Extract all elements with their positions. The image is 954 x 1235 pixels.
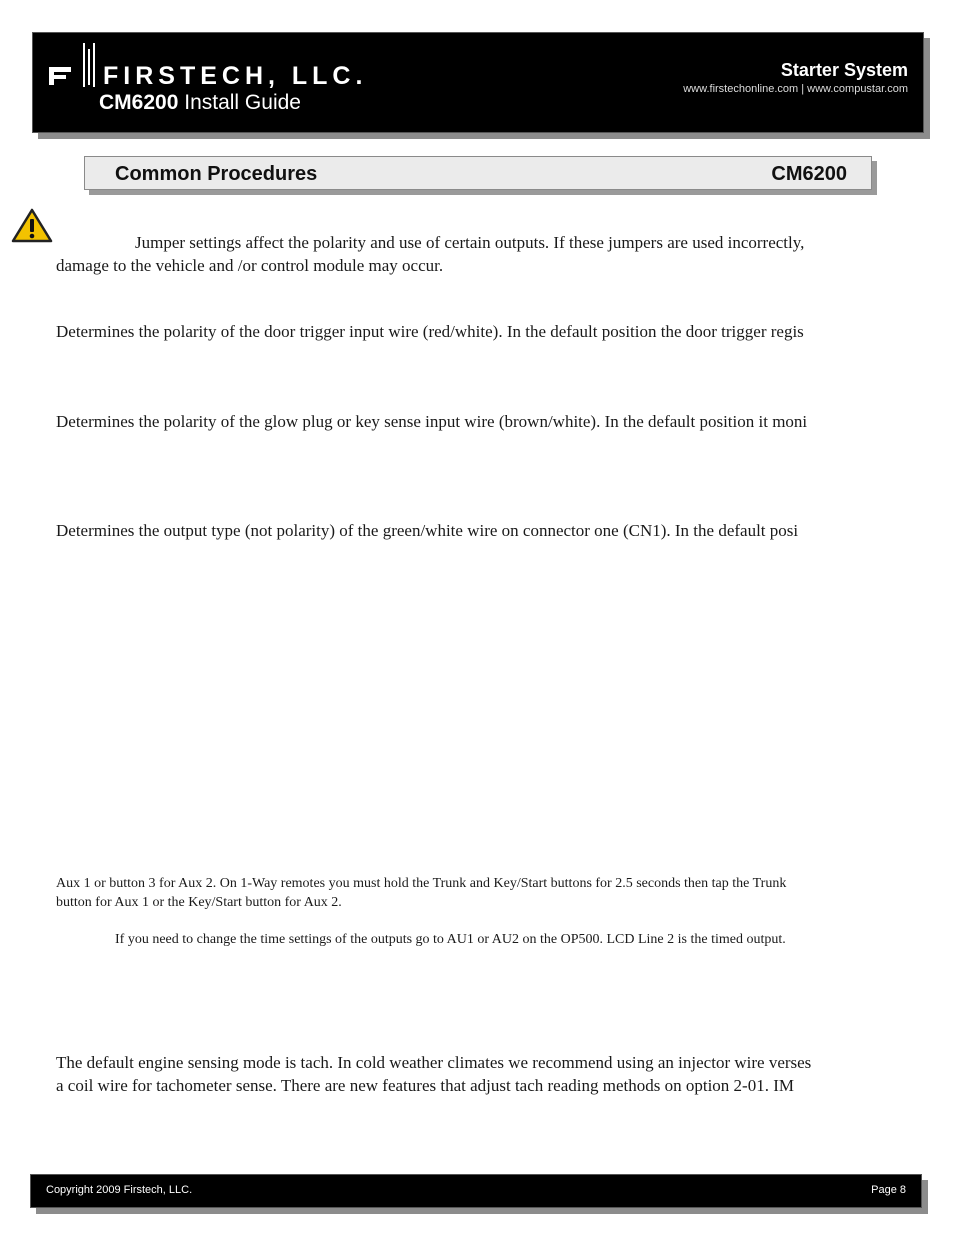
page-footer <box>30 1174 922 1208</box>
section-model: CM6200 <box>771 163 847 185</box>
website-links: www.firstechonline.com | www.compustar.com <box>683 83 908 95</box>
guide-title <box>99 91 301 115</box>
aux-text-line-2: button for Aux 1 or the Key/Start button for Aux 2. <box>56 895 342 910</box>
warning-text-line-2: damage to the vehicle and /or control module may occur. <box>56 256 444 275</box>
warning-triangle-icon <box>11 208 53 244</box>
aux-text-line-1: Aux 1 or button 3 for Aux 2. On 1-Way remotes you must hold the Trunk and Key/Start buttons for 2.5 seconds then tap the Trunk <box>56 876 787 891</box>
copyright-text: Copyright 2009 Firstech, LLC. <box>46 1184 193 1196</box>
section-bar <box>84 156 872 190</box>
door-trigger-paragraph: Determines the polarity of the door trigger input wire (red/white). In the default position the door trigger regis <box>56 322 804 341</box>
section-title: Common Procedures <box>115 163 318 185</box>
guide-suffix: Install Guide <box>184 91 301 114</box>
system-title: Starter System <box>780 60 908 80</box>
engine-sense-line-2: a coil wire for tachometer sense. There are new features that adjust tach reading methods on option 2-01. IM <box>56 1076 794 1095</box>
warning-text-line-1: Jumper settings affect the polarity and use of certain outputs. If these jumpers are used incorrectly, <box>135 233 805 252</box>
logo-text: FIRSTECH, LLC. <box>103 62 368 89</box>
page-header <box>32 32 924 133</box>
glow-plug-paragraph: Determines the polarity of the glow plug or key sense input wire (brown/white). In the default position it moni <box>56 412 808 431</box>
aux-note: If you need to change the time settings of the outputs go to AU1 or AU2 on the OP500. LCD Line 2 is the timed output. <box>115 932 786 947</box>
engine-sense-line-1: The default engine sensing mode is tach. In cold weather climates we recommend using an injector wire verses <box>56 1053 812 1072</box>
firstech-logo <box>47 39 377 89</box>
guide-model: CM6200 <box>99 91 179 114</box>
page-number: Page 8 <box>871 1184 906 1196</box>
output-type-paragraph: Determines the output type (not polarity) of the green/white wire on connector one (CN1). In the default posi <box>56 521 799 540</box>
